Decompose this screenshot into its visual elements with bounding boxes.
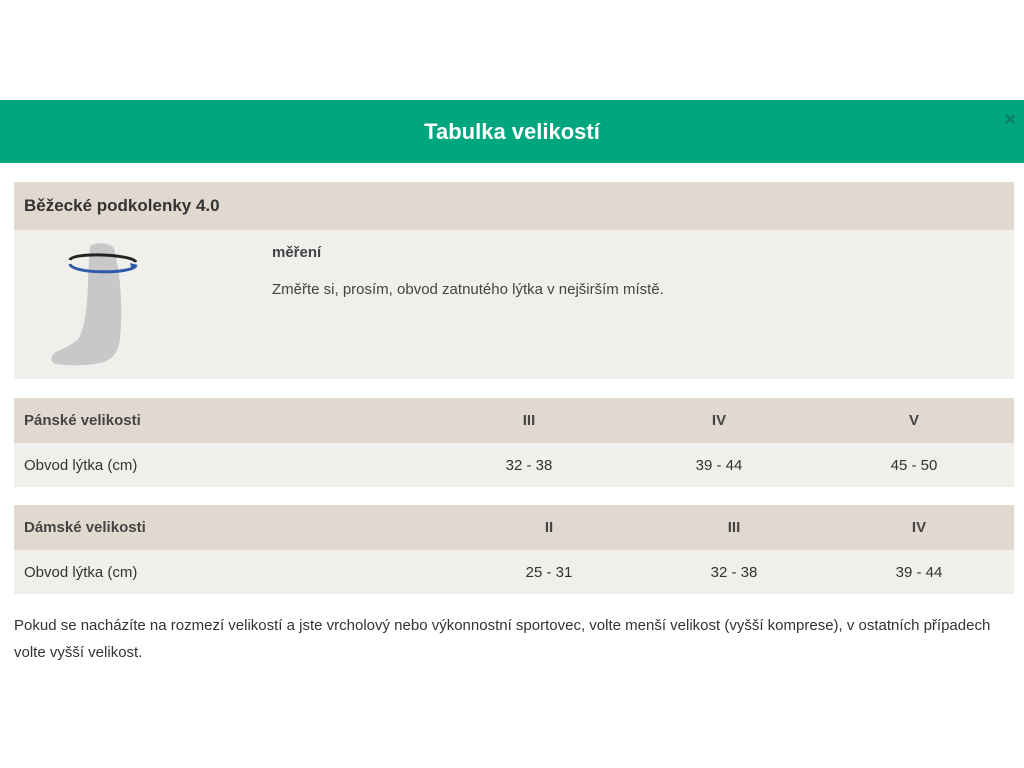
table-row (14, 550, 1014, 594)
size-header: IV (624, 398, 814, 443)
size-advice-note: Pokud se nacházíte na rozmezí velikostí a jste vrcholový nebo výkonnostní sportovec, volte menší velikost (vyšší komprese), v ostatních případech volte vyšší velikost. (14, 617, 991, 661)
size-header: V (814, 398, 1014, 443)
table-cell: 32 - 38 (434, 443, 624, 487)
mens-size-table (14, 398, 1014, 487)
womens-size-table (14, 505, 1014, 594)
sock-calf-measure-icon (48, 238, 148, 368)
table-header-row (14, 398, 1014, 443)
measurement-description: Změřte si, prosím, obvod zatnutého lýtka v nejširším místě. (272, 281, 664, 298)
modal-header (0, 100, 1024, 163)
table-cell: 39 - 44 (624, 443, 814, 487)
product-name: Běžecké podkolenky 4.0 (14, 182, 1014, 230)
size-chart-content (14, 182, 1014, 666)
table-cell: 45 - 50 (814, 443, 1014, 487)
table-header-row (14, 505, 1014, 550)
size-header: IV (824, 505, 1014, 550)
measurement-box (14, 230, 1014, 379)
calf-circumference-label: Obvod lýtka (cm) (14, 443, 434, 487)
size-header: III (644, 505, 824, 550)
womens-sizes-label: Dámské velikosti (14, 505, 454, 550)
calf-circumference-label: Obvod lýtka (cm) (14, 550, 454, 594)
size-header: II (454, 505, 644, 550)
modal-title: Tabulka velikostí (424, 118, 600, 144)
close-icon[interactable]: × (1004, 109, 1016, 131)
table-row (14, 443, 1014, 487)
table-cell: 39 - 44 (824, 550, 1014, 594)
size-header: III (434, 398, 624, 443)
measurement-title: měření (272, 244, 322, 261)
mens-sizes-label: Pánské velikosti (14, 398, 434, 443)
table-cell: 25 - 31 (454, 550, 644, 594)
table-cell: 32 - 38 (644, 550, 824, 594)
